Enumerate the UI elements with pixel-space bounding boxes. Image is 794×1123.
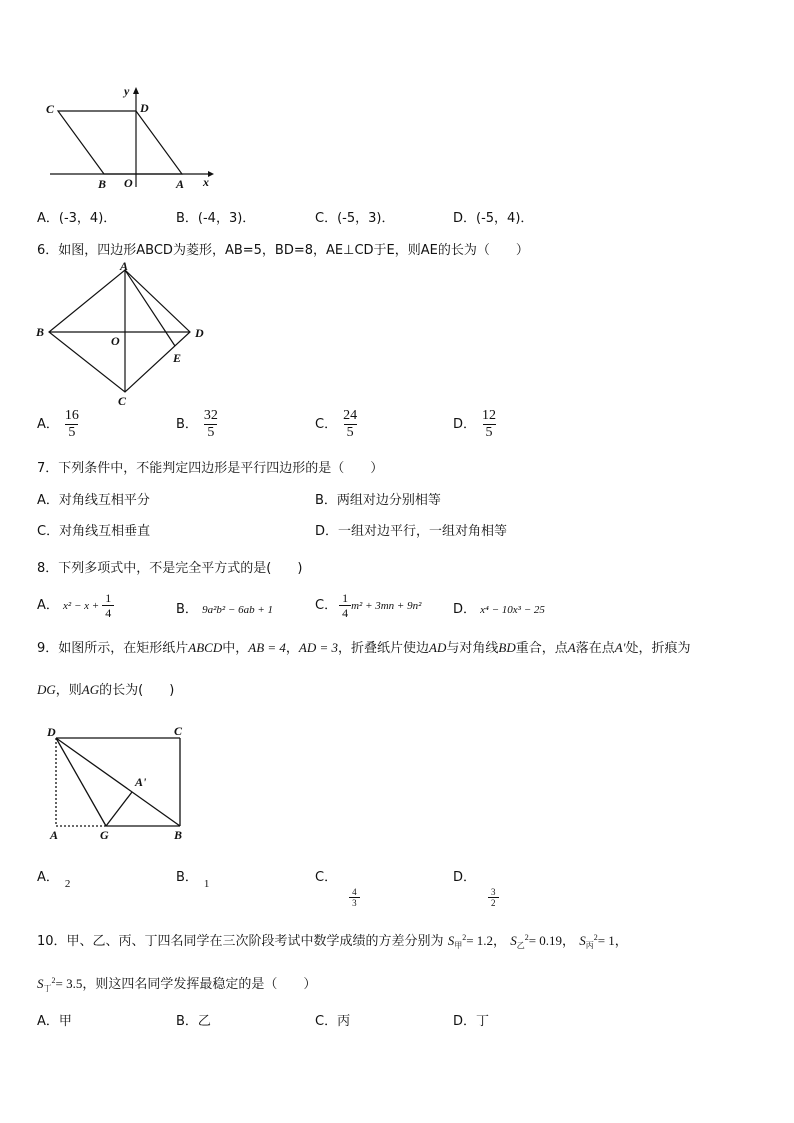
numerator: 24 — [343, 408, 358, 423]
label-c: C — [46, 102, 55, 116]
label-a: A — [50, 828, 59, 842]
numerator: 1 — [105, 591, 112, 605]
option-letter: B． — [176, 417, 198, 433]
label-d: D — [47, 725, 56, 739]
label-a: A — [120, 262, 129, 273]
variance-ding — [37, 976, 82, 991]
q9-text-part: 中， — [222, 641, 249, 656]
fraction — [488, 888, 499, 909]
numerator: 3 — [491, 887, 496, 897]
expression: 9a²b² − 6ab + 1 — [202, 604, 274, 616]
q6-rhombus-figure — [32, 262, 222, 412]
label-a: A — [176, 177, 185, 191]
option-letter: A． — [37, 598, 59, 614]
q7-option-d[interactable]: D．一组对边平行，一组对角相等 — [315, 524, 508, 539]
q7-question-text: 7．下列条件中，不能判定四边形是平行四边形的是（ ） — [37, 461, 384, 476]
q6-option-d[interactable] — [453, 409, 496, 440]
fraction — [204, 409, 218, 440]
q10-text-part: 10．甲、乙、丙、丁四名同学在三次阶段考试中数学成绩的方差分别为 — [37, 934, 444, 949]
q6-option-b[interactable] — [176, 409, 218, 440]
q6-question-text: 6．如图，四边形ABCD为菱形，AB=5，BD=8，AE⊥CD于E，则AE的长为（ ） — [37, 243, 529, 258]
value: = 0.19 — [528, 933, 563, 948]
math-a-prime: A' — [614, 640, 626, 655]
q9-text-part: 与对角线 — [446, 641, 499, 656]
symbol-s: S — [510, 933, 517, 948]
label-g: G — [100, 828, 109, 842]
label-a-prime: A' — [135, 775, 147, 789]
subscript: 乙 — [516, 941, 525, 950]
q8-option-a[interactable] — [37, 592, 114, 619]
crease-dg — [56, 738, 106, 826]
q9-text-part: ，折叠纸片使边 — [338, 641, 430, 656]
option-letter: A． — [37, 870, 59, 885]
denominator: 5 — [483, 424, 496, 441]
math-abcd: ABCD — [188, 640, 223, 655]
q9-text-part: 处，折痕为 — [625, 641, 691, 656]
superscript: 2 — [462, 933, 467, 942]
q9-text-part: ，则 — [55, 683, 82, 698]
label-d: D — [195, 326, 204, 340]
superscript: 2 — [593, 933, 598, 942]
q9-text-part: ， — [285, 641, 299, 656]
option-letter: A． — [37, 417, 59, 433]
label-y: y — [124, 84, 130, 98]
value: = 3.5 — [55, 976, 83, 991]
q10-question-line-1 — [37, 930, 628, 951]
q6-option-c[interactable] — [315, 409, 357, 440]
q9-option-d[interactable] — [453, 866, 499, 909]
q10-question-line-2 — [37, 973, 316, 994]
q9-text-part: 的长为( ) — [99, 683, 175, 698]
denominator: 4 — [102, 605, 114, 620]
fraction — [339, 592, 351, 619]
denominator: 3 — [349, 897, 360, 908]
option-letter: C． — [315, 417, 338, 433]
q8-question-text: 8．下列多项式中，不是完全平方式的是( ) — [37, 561, 303, 576]
q9-text-part: 9．如图所示，在矩形纸片 — [37, 641, 189, 656]
label-c: C — [118, 394, 127, 408]
q10-text-part: ，则这四名同学发挥最稳定的是（ ） — [82, 977, 317, 992]
q9-text-part: 重合，点 — [515, 641, 568, 656]
subscript: 甲 — [454, 941, 463, 950]
q10-option-b[interactable]: B．乙 — [176, 1014, 211, 1029]
label-b: B — [98, 177, 107, 191]
fraction — [343, 409, 357, 440]
y-axis-arrow — [133, 87, 139, 94]
superscript: 2 — [51, 976, 56, 985]
q7-option-a[interactable]: A．对角线互相平分 — [37, 493, 150, 508]
label-d: D — [140, 101, 149, 115]
option-letter: D． — [453, 870, 477, 885]
symbol-s: S — [447, 933, 455, 948]
numerator: 1 — [342, 591, 349, 605]
option-letter: C． — [315, 598, 338, 614]
subscript: 丙 — [585, 941, 594, 950]
q9-question-line-2 — [37, 679, 174, 698]
q10-option-d[interactable]: D．丁 — [453, 1014, 490, 1029]
variance-bing — [579, 933, 615, 948]
math-ad: AD — [429, 640, 447, 655]
q10-option-c[interactable]: C．丙 — [315, 1014, 351, 1029]
label-b: B — [174, 828, 183, 842]
subscript: 丁 — [43, 984, 52, 993]
q10-option-a[interactable]: A．甲 — [37, 1014, 72, 1029]
option-value: 1 — [203, 878, 210, 890]
label-o: O — [111, 334, 120, 348]
denominator: 5 — [65, 424, 78, 441]
q9-question-line-1 — [37, 637, 690, 656]
separator: ， — [562, 934, 576, 949]
option-value: 2 — [64, 878, 71, 890]
math-ad-eq: AD = 3 — [298, 640, 339, 655]
q9-text-part: 落在点 — [575, 641, 615, 656]
q9-option-b[interactable] — [176, 866, 210, 890]
diagonal-db — [56, 738, 180, 826]
denominator: 5 — [344, 424, 357, 441]
q7-option-b[interactable]: B．两组对边分别相等 — [315, 493, 441, 508]
q9-option-c[interactable] — [315, 866, 360, 909]
symbol-s: S — [37, 976, 44, 991]
option-letter: B． — [176, 870, 198, 885]
q9-rectangle-figure — [40, 722, 200, 844]
numerator: 12 — [482, 408, 497, 423]
numerator: 4 — [352, 887, 357, 897]
value: = 1.2 — [466, 933, 494, 948]
label-b: B — [36, 325, 45, 339]
denominator: 4 — [339, 605, 351, 620]
variance-jia — [448, 933, 493, 948]
fraction — [65, 409, 79, 440]
q5-option-b[interactable]: B．(-4，3)． — [176, 211, 256, 226]
numerator: 16 — [64, 408, 79, 423]
expression: x² − x + — [63, 600, 100, 613]
q5-coordinate-figure — [40, 82, 220, 194]
fraction — [349, 888, 360, 909]
segment-ga-prime — [106, 792, 132, 826]
q6-option-a[interactable] — [37, 409, 79, 440]
q7-option-c[interactable]: C．对角线互相垂直 — [37, 524, 151, 539]
label-x: x — [203, 175, 209, 189]
numerator: 32 — [203, 408, 218, 423]
variance-yi — [510, 933, 562, 948]
q8-option-c[interactable] — [315, 592, 421, 619]
option-letter: D． — [453, 602, 477, 617]
option-letter: C． — [315, 870, 338, 885]
math-bd: BD — [498, 640, 516, 655]
q8-option-d[interactable] — [453, 598, 545, 617]
label-e: E — [173, 351, 182, 365]
label-o: O — [124, 176, 133, 190]
math-dg: DG — [37, 682, 56, 697]
segment-ae — [125, 270, 175, 346]
math-ag: AG — [81, 682, 100, 697]
rhombus-abcd — [49, 270, 190, 392]
superscript: 2 — [524, 933, 529, 942]
math-a: A — [567, 640, 576, 655]
value: = 1 — [597, 933, 615, 948]
q5-option-a[interactable]: A．(-3，4)． — [37, 211, 117, 226]
q9-option-a[interactable] — [37, 866, 71, 890]
q5-option-d[interactable]: D．(-5，4)． — [453, 211, 534, 226]
q8-option-b[interactable] — [176, 598, 273, 617]
q5-option-c[interactable]: C．(-5，3)． — [315, 211, 395, 226]
expression: x⁴ − 10x³ − 25 — [480, 604, 545, 616]
expression: m² + 3mn + 9n² — [351, 600, 422, 613]
symbol-s: S — [579, 933, 586, 948]
denominator: 5 — [204, 424, 217, 441]
separator: ， — [493, 934, 507, 949]
label-c: C — [174, 724, 183, 738]
math-ab-eq: AB = 4 — [248, 640, 286, 655]
option-letter: B． — [176, 602, 198, 617]
parallelogram-abcd — [58, 111, 182, 174]
denominator: 2 — [488, 897, 499, 908]
fraction — [482, 409, 496, 440]
separator: ， — [614, 934, 628, 949]
option-letter: D． — [453, 417, 477, 433]
fraction — [102, 592, 114, 619]
